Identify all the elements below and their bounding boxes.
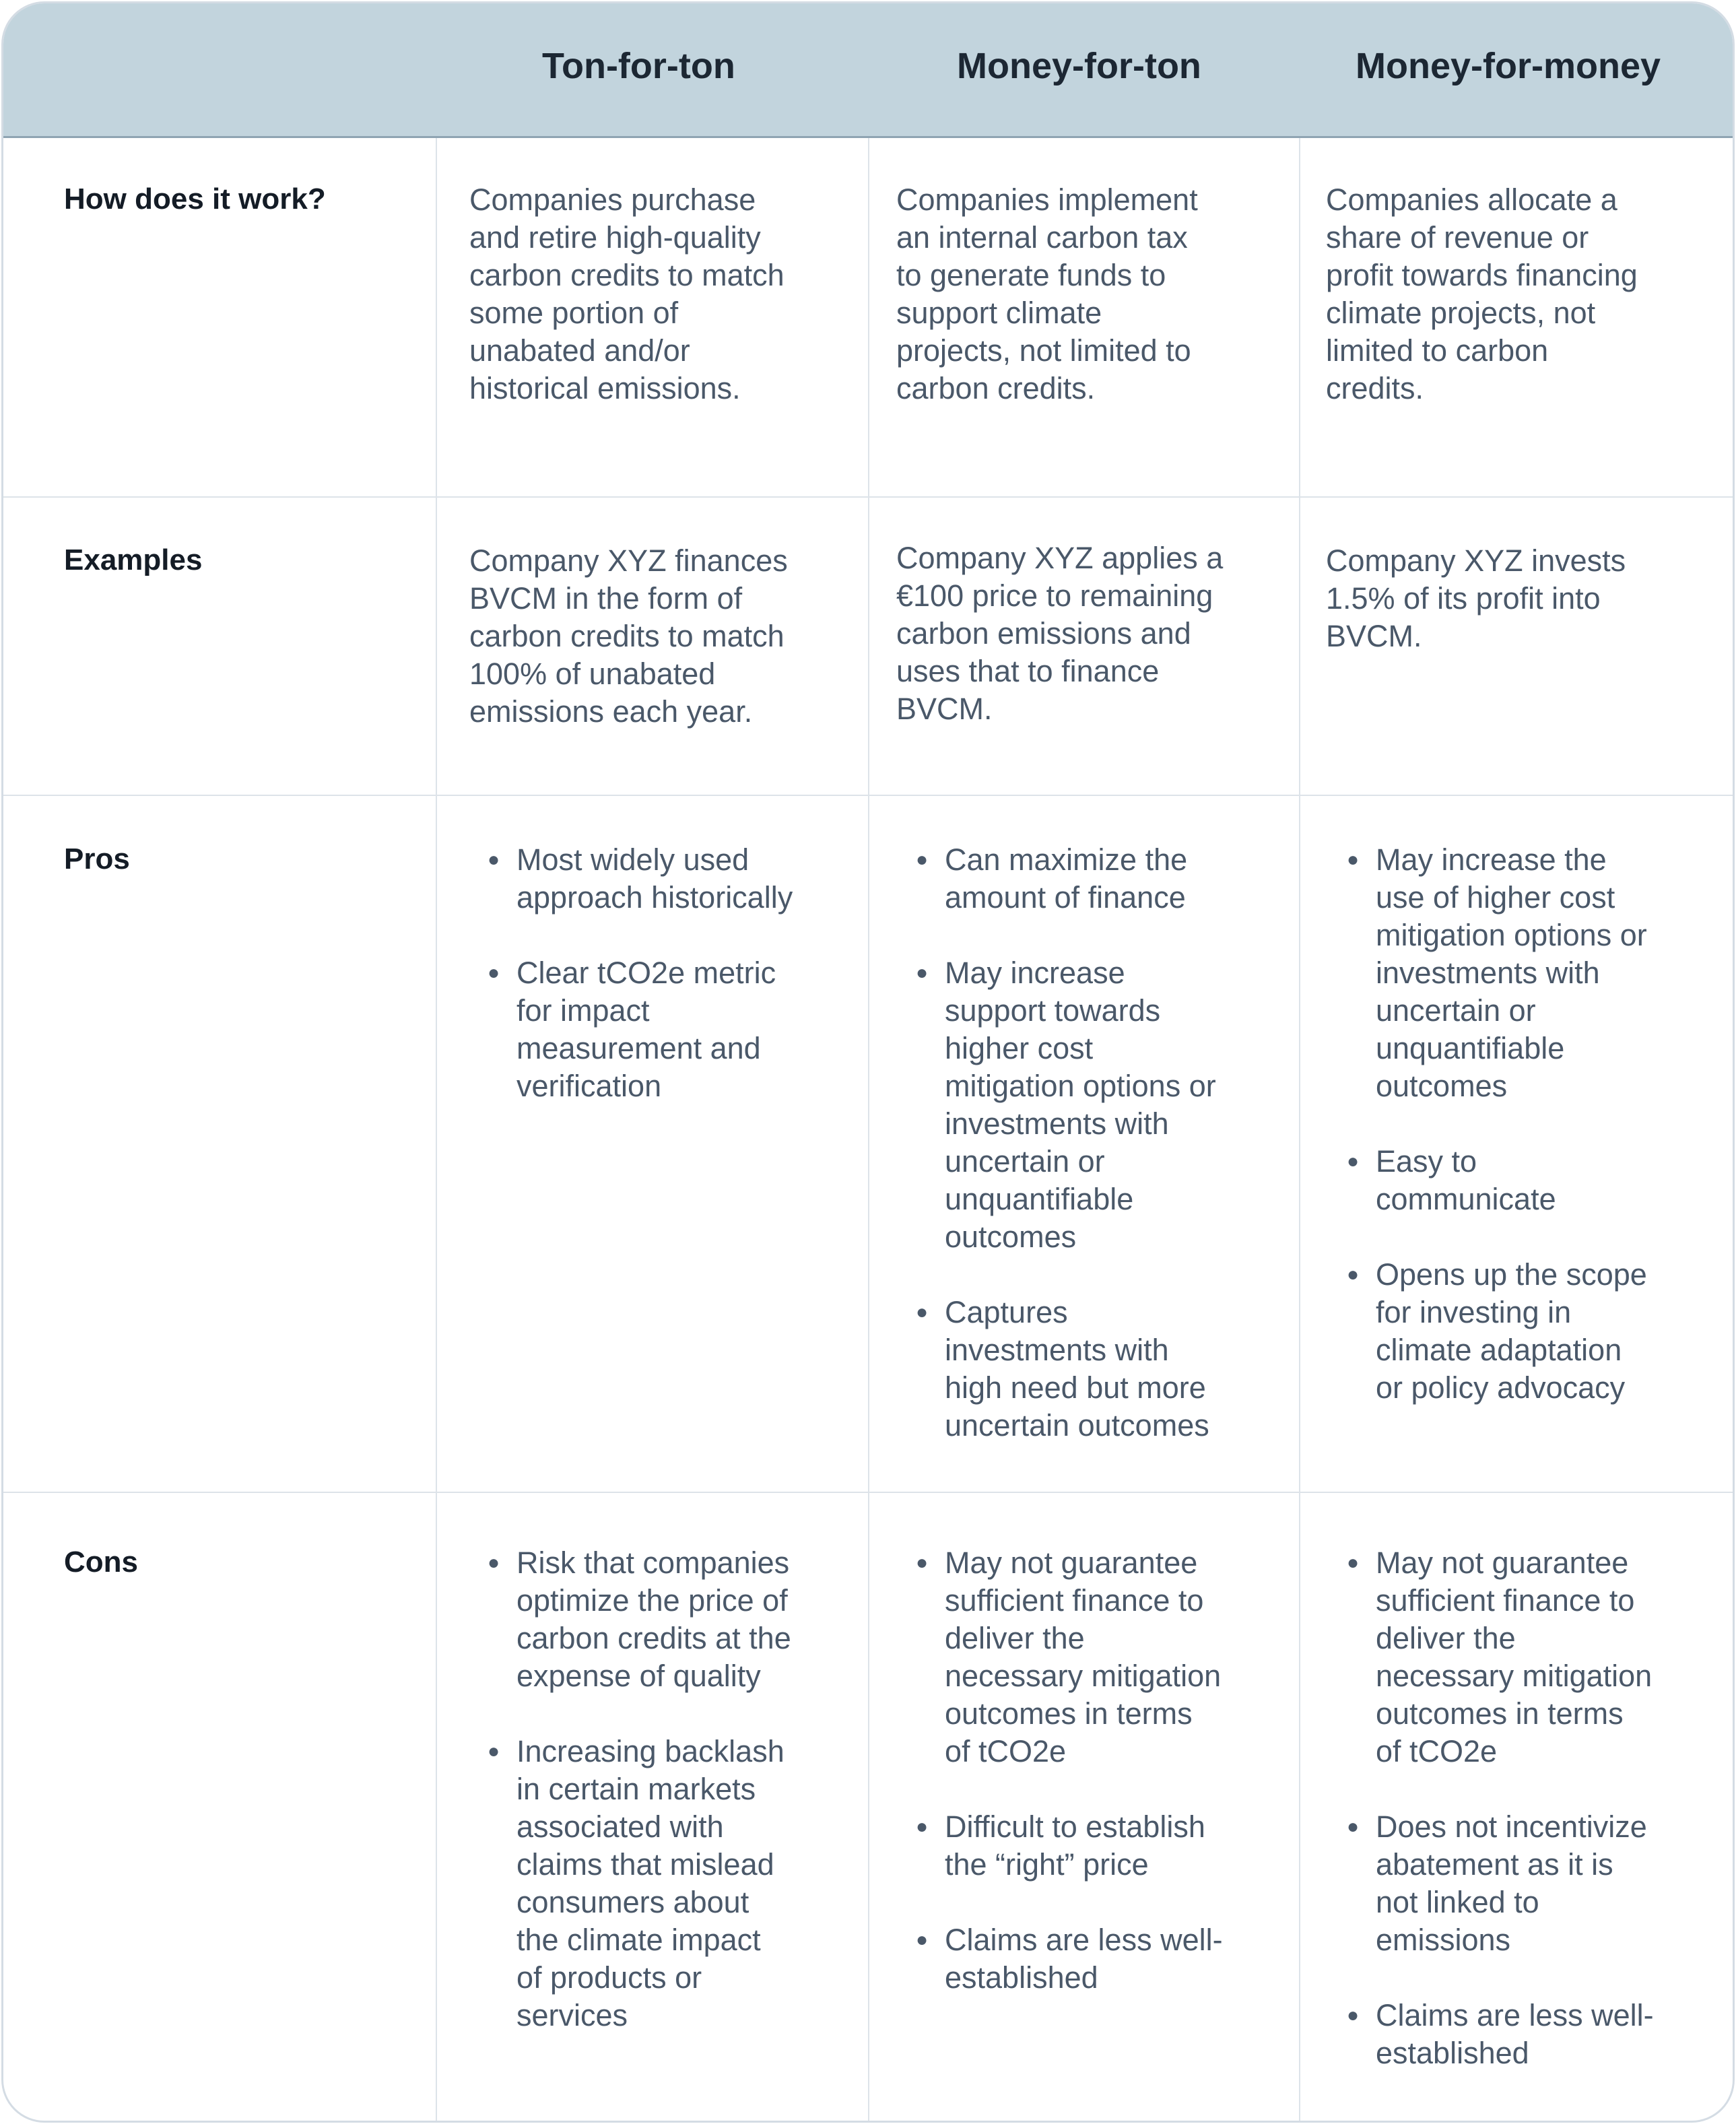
- bullet-line: Clear tCO2e metric: [516, 956, 776, 990]
- bullet-line: abatement as it is: [1376, 1847, 1613, 1882]
- cell-line: emissions each year.: [469, 694, 753, 729]
- row-label-cons: Cons: [64, 1546, 138, 1579]
- bullet-line: claims that mislead: [516, 1847, 774, 1882]
- cell-line: BVCM.: [1326, 619, 1422, 653]
- bullet-line: Opens up the scope: [1376, 1257, 1647, 1292]
- bullet-line: established: [945, 1960, 1098, 1995]
- bullet-line: sufficient finance to: [1376, 1583, 1635, 1618]
- cell-line: historical emissions.: [469, 371, 741, 405]
- bullet-line: May not guarantee: [1376, 1546, 1629, 1580]
- cell-examples-money-for-money: [1326, 542, 1626, 655]
- bullet-line: Increasing backlash: [516, 1734, 784, 1768]
- bullet-line: Can maximize the: [945, 842, 1188, 877]
- cell-line: €100 price to remaining: [896, 578, 1213, 613]
- row-divider: [3, 1492, 1733, 1493]
- bullet-item: [899, 841, 1216, 917]
- bullet-line: investments with: [945, 1106, 1169, 1141]
- bullet-line: measurement and: [516, 1031, 761, 1065]
- bullet-line: higher cost: [945, 1031, 1094, 1065]
- bullet-line: outcomes in terms: [1376, 1696, 1624, 1731]
- bullet-line: of tCO2e: [945, 1734, 1067, 1768]
- bullet-icon: ●: [1346, 1552, 1360, 1574]
- cell-how-money-for-money: [1326, 181, 1638, 407]
- bullet-line: mitigation options or: [1376, 918, 1647, 952]
- bullet-line: carbon credits at the: [516, 1621, 791, 1655]
- cell-line: and retire high-quality: [469, 220, 761, 255]
- bullet-line: not linked to: [1376, 1885, 1539, 1919]
- bullet-icon: ●: [1346, 1816, 1360, 1838]
- bullet-line: Risk that companies: [516, 1546, 790, 1580]
- row-label-pros: Pros: [64, 842, 130, 875]
- bullet-icon: ●: [1346, 1263, 1360, 1286]
- row-label-how-does-it-work: How does it work?: [64, 182, 326, 215]
- cell-line: BVCM.: [896, 692, 993, 726]
- row-divider: [3, 496, 1733, 498]
- cell-line: Company XYZ applies a: [896, 541, 1224, 575]
- bullet-line: unquantifiable: [1376, 1031, 1565, 1065]
- bullet-item: [1330, 1544, 1654, 1770]
- bullet-item: [1330, 1997, 1654, 2072]
- cell-line: Companies allocate a: [1326, 182, 1617, 217]
- row-label-examples: Examples: [64, 543, 203, 576]
- cell-line: Company XYZ finances: [469, 543, 788, 578]
- cell-line: projects, not limited to: [896, 333, 1191, 368]
- bullet-line: associated with: [516, 1810, 724, 1844]
- column-divider: [1299, 138, 1300, 2121]
- cell-line: share of revenue or: [1326, 220, 1589, 255]
- cell-examples-money-for-ton: [896, 539, 1223, 728]
- bullet-line: necessary mitigation: [945, 1659, 1222, 1693]
- bullet-line: Difficult to establish: [945, 1810, 1205, 1844]
- bullet-line: deliver the: [1376, 1621, 1516, 1655]
- bullet-icon: ●: [1346, 2004, 1360, 2026]
- bullet-icon: ●: [915, 1552, 929, 1574]
- bullet-item: [899, 1294, 1216, 1445]
- bullet-item: [1330, 1808, 1654, 1959]
- bullet-line: the “right” price: [945, 1847, 1149, 1882]
- bullet-item: [899, 1544, 1223, 1770]
- bullet-line: Easy to: [1376, 1144, 1477, 1179]
- bullet-line: support towards: [945, 993, 1161, 1028]
- bullet-icon: ●: [915, 1929, 929, 1951]
- bullet-line: use of higher cost: [1376, 880, 1615, 915]
- cell-line: unabated and/or: [469, 333, 690, 368]
- column-header-ton-for-ton: Ton-for-ton: [542, 46, 735, 86]
- bullet-line: of tCO2e: [1376, 1734, 1498, 1768]
- table-header: [3, 3, 1733, 138]
- bullet-line: Claims are less well-: [1376, 1998, 1654, 2032]
- bullet-line: unquantifiable: [945, 1182, 1134, 1216]
- bullet-item: [899, 1921, 1223, 1997]
- bullet-list-cons-money-for-money: [1330, 1544, 1654, 2072]
- bullet-icon: ●: [915, 849, 929, 871]
- cell-examples-ton-for-ton: [469, 542, 788, 731]
- cell-line: carbon credits.: [896, 371, 1096, 405]
- bullet-line: in certain markets: [516, 1772, 756, 1806]
- bullet-item: [899, 954, 1216, 1256]
- bullet-line: deliver the: [945, 1621, 1085, 1655]
- cell-line: BVCM in the form of: [469, 581, 743, 616]
- cell-line: Company XYZ invests: [1326, 543, 1626, 578]
- bullet-line: high need but more: [945, 1370, 1206, 1405]
- cell-how-money-for-ton: [896, 181, 1198, 407]
- bullet-icon: ●: [487, 962, 500, 984]
- bullet-item: [471, 841, 793, 917]
- bullet-line: or policy advocacy: [1376, 1370, 1626, 1405]
- bullet-item: [1330, 1143, 1647, 1218]
- cell-line: limited to carbon: [1326, 333, 1549, 368]
- bullet-icon: ●: [487, 1552, 500, 1574]
- bullet-line: outcomes: [945, 1220, 1077, 1254]
- cell-line: climate projects, not: [1326, 296, 1596, 330]
- row-divider: [3, 795, 1733, 796]
- bullet-icon: ●: [915, 962, 929, 984]
- bullet-icon: ●: [1346, 849, 1360, 871]
- column-header-money-for-money: Money-for-money: [1356, 46, 1661, 86]
- bullet-line: investments with: [1376, 956, 1600, 990]
- bullet-list-pros-money-for-ton: [899, 841, 1216, 1445]
- bullet-line: expense of quality: [516, 1659, 761, 1693]
- bullet-line: mitigation options or: [945, 1069, 1216, 1103]
- bullet-line: of products or: [516, 1960, 702, 1995]
- bullet-line: outcomes: [1376, 1069, 1508, 1103]
- column-header-money-for-ton: Money-for-ton: [957, 46, 1201, 86]
- bullet-line: uncertain outcomes: [945, 1408, 1209, 1442]
- cell-line: carbon emissions and: [896, 616, 1191, 651]
- bullet-line: climate adaptation: [1376, 1333, 1622, 1367]
- bullet-line: the climate impact: [516, 1923, 761, 1957]
- bullet-line: verification: [516, 1069, 662, 1103]
- cell-line: credits.: [1326, 371, 1424, 405]
- bullet-line: Claims are less well-: [945, 1923, 1223, 1957]
- bullet-line: communicate: [1376, 1182, 1556, 1216]
- bullet-icon: ●: [487, 1740, 500, 1762]
- bullet-item: [471, 954, 793, 1105]
- bullet-line: established: [1376, 2036, 1529, 2070]
- cell-line: profit towards financing: [1326, 258, 1638, 292]
- bullet-line: consumers about: [516, 1885, 749, 1919]
- cell-line: some portion of: [469, 296, 679, 330]
- column-divider: [436, 138, 437, 2121]
- bullet-line: optimize the price of: [516, 1583, 788, 1618]
- bullet-line: May increase: [945, 956, 1125, 990]
- bullet-line: Most widely used: [516, 842, 749, 877]
- cell-line: carbon credits to match: [469, 619, 784, 653]
- bullet-line: services: [516, 1998, 628, 2032]
- cell-line: Companies purchase: [469, 182, 756, 217]
- bullet-list-cons-money-for-ton: [899, 1544, 1223, 1997]
- bullet-item: [471, 1544, 791, 1695]
- cell-line: uses that to finance: [896, 654, 1160, 688]
- cell-line: 100% of unabated: [469, 657, 716, 691]
- comparison-table: [1, 1, 1735, 2123]
- bullet-list-pros-ton-for-ton: [471, 841, 793, 1105]
- bullet-line: Does not incentivize: [1376, 1810, 1647, 1844]
- bullet-icon: ●: [1346, 1150, 1360, 1172]
- bullet-line: outcomes in terms: [945, 1696, 1193, 1731]
- bullet-icon: ●: [915, 1816, 929, 1838]
- bullet-line: for investing in: [1376, 1295, 1572, 1329]
- bullet-line: necessary mitigation: [1376, 1659, 1652, 1693]
- bullet-line: for impact: [516, 993, 650, 1028]
- bullet-line: investments with: [945, 1333, 1169, 1367]
- bullet-line: emissions: [1376, 1923, 1511, 1957]
- bullet-item: [1330, 841, 1647, 1105]
- bullet-line: May increase the: [1376, 842, 1607, 877]
- bullet-line: sufficient finance to: [945, 1583, 1204, 1618]
- column-divider: [868, 138, 869, 2121]
- cell-line: Companies implement: [896, 182, 1198, 217]
- cell-line: carbon credits to match: [469, 258, 784, 292]
- bullet-item: [1330, 1256, 1647, 1407]
- bullet-list-cons-ton-for-ton: [471, 1544, 791, 2034]
- cell-how-ton-for-ton: [469, 181, 784, 407]
- bullet-line: Captures: [945, 1295, 1068, 1329]
- cell-line: an internal carbon tax: [896, 220, 1188, 255]
- bullet-item: [471, 1733, 791, 2034]
- cell-line: 1.5% of its profit into: [1326, 581, 1601, 616]
- bullet-item: [899, 1808, 1223, 1884]
- cell-line: to generate funds to: [896, 258, 1166, 292]
- bullet-line: uncertain or: [945, 1144, 1105, 1179]
- bullet-icon: ●: [487, 849, 500, 871]
- bullet-line: uncertain or: [1376, 993, 1536, 1028]
- bullet-line: amount of finance: [945, 880, 1186, 915]
- bullet-list-pros-money-for-money: [1330, 841, 1647, 1407]
- cell-line: support climate: [896, 296, 1102, 330]
- bullet-line: May not guarantee: [945, 1546, 1198, 1580]
- bullet-icon: ●: [915, 1301, 929, 1323]
- bullet-line: approach historically: [516, 880, 793, 915]
